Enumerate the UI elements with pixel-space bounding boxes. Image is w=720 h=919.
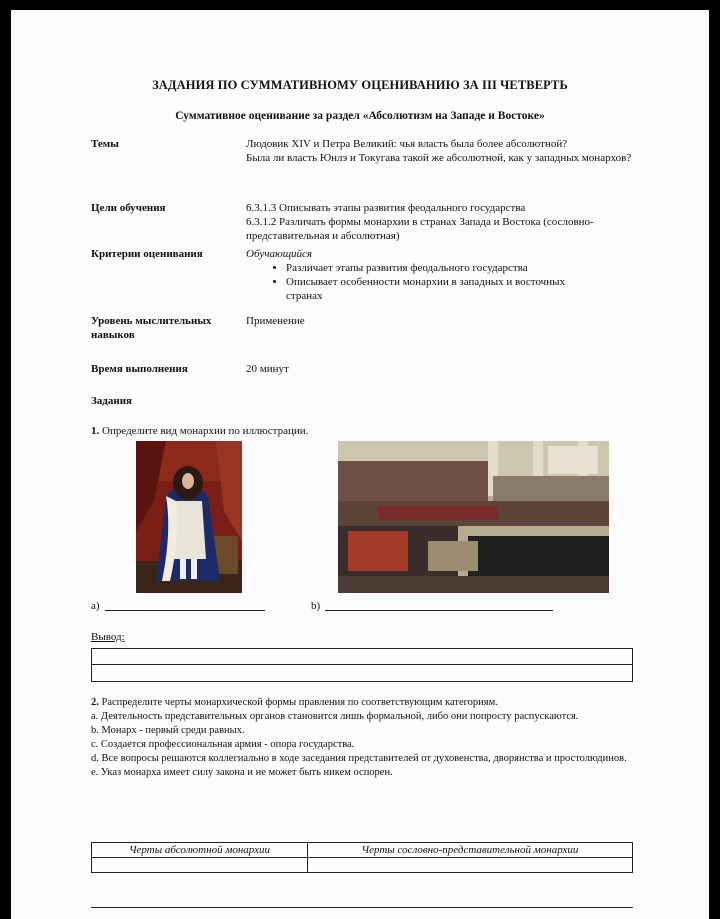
estates-general-painting-image bbox=[338, 441, 609, 593]
task2-item: a. Деятельность представительных органов становится лишь формальной, либо они попросту распускаются. bbox=[91, 711, 579, 722]
task2-block bbox=[91, 696, 636, 780]
table-cell-estate[interactable] bbox=[307, 858, 632, 873]
task1-text: Определите вид монархии по иллюстрации. bbox=[102, 425, 309, 437]
goal-1: 6.3.1.3 Описывать этапы развития феодального государства bbox=[246, 202, 526, 214]
task2-item: e. Указ монарха имеет силу закона и не может быть никем оспорен. bbox=[91, 767, 393, 778]
conclusion-label: Вывод: bbox=[91, 631, 125, 643]
answer-b-line[interactable] bbox=[325, 610, 553, 611]
task2-text: Распределите черты монархической формы правления по соответствующим категориям. bbox=[101, 697, 498, 708]
criteria-label: Критерии оценивания bbox=[91, 248, 203, 260]
topics-value bbox=[246, 137, 632, 165]
task2-item: b. Монарх - первый среди равных. bbox=[91, 725, 245, 736]
topic-2: Была ли власть Юнлэ и Токугава такой же абсолютной, как у западных монархов? bbox=[246, 152, 632, 164]
monarchy-features-table bbox=[91, 842, 633, 873]
document-title: ЗАДАНИЯ ПО СУММАТИВНОМУ ОЦЕНИВАНИЮ ЗА III ЧЕТВЕРТЬ bbox=[152, 78, 568, 92]
topic-1: Людовик XIV и Петра Великий: чья власть была более абсолютной? bbox=[246, 138, 568, 150]
task2-item: c. Создается профессиональная армия - опора государства. bbox=[91, 739, 355, 750]
answer-a-label: a) bbox=[91, 600, 100, 612]
louis-xiv-portrait-image bbox=[136, 441, 242, 593]
table-row bbox=[92, 858, 633, 873]
answer-a-line[interactable] bbox=[105, 610, 265, 611]
criteria-item: • Описывает особенности монархии в западных и восточных странах bbox=[286, 275, 576, 303]
time-label: Время выполнения bbox=[91, 363, 188, 375]
criteria-list bbox=[246, 261, 632, 303]
topics-label: Темы bbox=[91, 138, 119, 150]
conclusion-row-divider bbox=[92, 664, 632, 665]
goals-label: Цели обучения bbox=[91, 202, 166, 214]
table-col2-header: Черты сословно-представительной монархии bbox=[307, 843, 632, 858]
table-header-row bbox=[92, 843, 633, 858]
task1-prompt bbox=[91, 425, 308, 437]
answer-b-label: b) bbox=[311, 600, 321, 612]
task2-item: d. Все вопросы решаются коллегиально в ходе заседания представителей от духовенства, дворянства и простолюдинов. bbox=[91, 753, 627, 764]
criteria-item: • Различает этапы развития феодального государства bbox=[286, 261, 632, 275]
task2-prompt bbox=[91, 696, 636, 710]
bottom-rule bbox=[91, 907, 633, 908]
conclusion-answer-box[interactable] bbox=[91, 648, 633, 682]
table-col1-header: Черты абсолютной монархии bbox=[92, 843, 308, 858]
criteria-intro: Обучающийся bbox=[246, 248, 313, 260]
goals-value bbox=[246, 201, 632, 243]
tasks-heading: Задания bbox=[91, 395, 132, 407]
task2-number: 2. bbox=[91, 697, 99, 708]
time-value: 20 минут bbox=[246, 363, 289, 375]
level-label: Уровень мыслительных навыков bbox=[91, 315, 212, 341]
goal-2: 6.3.1.2 Различать формы монархии в странах Запада и Востока (сословно-представительная и абсолютная) bbox=[246, 216, 594, 242]
table-cell-absolute[interactable] bbox=[92, 858, 308, 873]
task1-number: 1. bbox=[91, 425, 100, 437]
document-subtitle: Суммативное оценивание за раздел «Абсолютизм на Западе и Востоке» bbox=[175, 110, 545, 122]
criteria-value bbox=[246, 247, 632, 303]
level-value: Применение bbox=[246, 315, 305, 327]
document-page bbox=[11, 10, 709, 919]
